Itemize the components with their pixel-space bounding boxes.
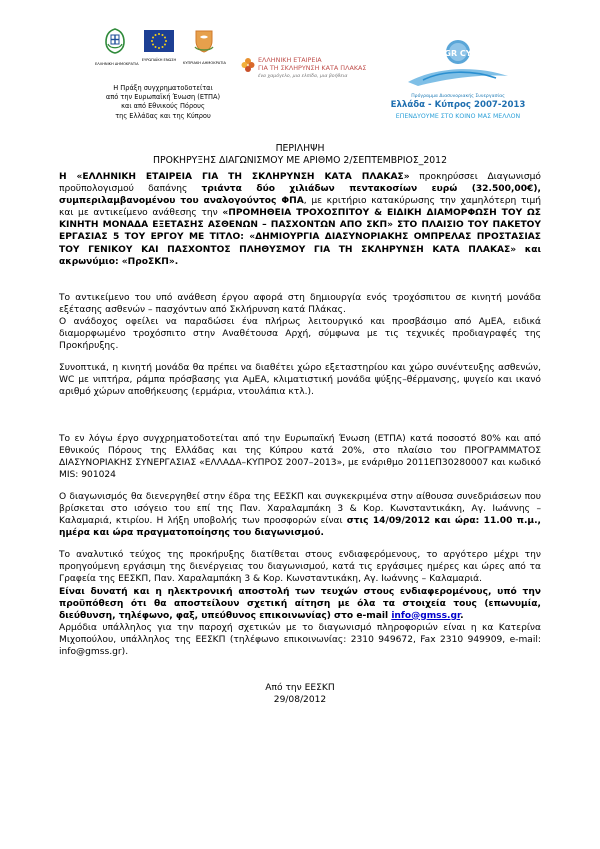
header-logos (0, 18, 600, 138)
title-line-1: ΠΕΡΙΛΗΨΗ (275, 143, 325, 154)
society-name (258, 56, 366, 72)
paragraph-intro (59, 171, 541, 268)
paragraph-object: Το αντικείμενο του υπό ανάθεση έργου αφορά στη δημιουργία ενός τροχόσπιτου σε κινητή μονάδα εξέτασης ασθενών – πασχόντων από Σκλήρυνση κατά Πλάκας. (59, 292, 541, 315)
greek-republic-emblem (95, 26, 139, 66)
greek-coat-of-arms-icon (102, 26, 128, 56)
contact-info: Αρμόδια υπάλληλος για την παροχή σχετικών με το διαγωνισμό πληροφοριών είναι η κα Κατερίνα Μιχοπούλου, υπάλληλος της ΕΕΣΚΠ (τηλέφωνο επικοινωνίας: 2310 949672, Fax 2310 949909, e-mail: info@gmss.gr). (59, 622, 541, 657)
funding-line: της Ελλάδας και της Κύπρου (115, 111, 211, 120)
funding-line: από την Ευρωπαϊκή Ένωση (ΕΤΠΑ) (105, 93, 221, 102)
text-run: Είναι δυνατή και η ηλεκτρονική αποστολή των τευχών στους ενδιαφερομένους, υπό την προϋπόθεση ότι θα αποστείλουν σχετική αίτηση με όλα τα στοιχεία τους (επωνυμία, διεύθυνση, τηλέφωνο, φαξ, υπεύθυνος επικοινωνίας) στο e-mail (59, 586, 541, 621)
emblem-group (95, 26, 225, 82)
electronic-delivery (59, 587, 541, 621)
programme-graphic-icon (388, 36, 528, 94)
programme-title: Ελλάδα - Κύπρος 2007-2013 (390, 100, 526, 110)
signature-block (0, 682, 600, 706)
funding-statement (88, 84, 238, 121)
paragraph-documents (59, 549, 541, 658)
cyprus-republic-emblem (183, 26, 225, 65)
paragraph-contractor: Ο ανάδοχος οφείλει να παραδώσει ένα πλήρως λειτουργικό και προσβάσιμο από ΑμΕΑ, ειδικά διαμορφωμένο τροχόσπιτο στην Αναθέτουσα Αρχή, σύμφωνα με τις τεχνικές προδιαγραφές της Προκήρυξης. (59, 316, 541, 352)
document-title (0, 143, 600, 166)
society-name-line: ΓΙΑ ΤΗ ΣΚΛΗΡΥΝΣΗ ΚΑΤΑ ΠΛΑΚΑΣ (258, 64, 367, 72)
text-run: προκηρύσσει Διαγωνισμό προϋπολογισμού δαπάνης (59, 172, 541, 195)
text-run: Το αναλυτικό τεύχος της προκήρυξης διατίθεται στους ενδιαφερόμενους, το αργότερο μέχρι την προηγούμενη εργάσιμη της διενέργειας του διαγωνισμού, κατά τις εργάσιμες ημέρες και ώρες από τα Γραφεία της ΕΕΣΚΠ, Παν. Χαραλαμπάκη 3 & Κορ. Κωνσταντικάκη, Αγ. Ιωάννης – Καλαμαριά. (59, 550, 541, 585)
society-tagline: ένα χαμόγελο, μια ελπίδα, μια βοήθεια (258, 74, 348, 79)
signature-date: 29/08/2012 (273, 695, 327, 706)
funding-line: Η Πράξη συγχρηματοδοτείται (113, 84, 213, 92)
budget-amount: τριάντα δύο χιλιάδων πεντακοσίων ευρώ (32.500,00€), συμπεριλαμβανομένου του αναλογούντος ΦΠΑ (59, 184, 541, 207)
paragraph-funding: Το εν λόγω έργο συγχρηματοδοτείται από την Ευρωπαϊκή Ένωση (ΕΤΠΑ) κατά ποσοστό 80% και από Εθνικούς Πόρους της Ελλάδας και της Κύπρου κατά 20%, στο πλαίσιο του ΠΡΟΓΡΑΜΜΑΤΟΣ ΔΙΑΣΥΝΟΡΙΑΚΗΣ ΣΥΝΕΡΓΑΣΙΑΣ «ΕΛΛΑΔΑ–ΚΥΠΡΟΣ 2007–2013», με ενάριθμο 2011ΕΠ30280007 και κωδικό MIS: 901024 (59, 433, 541, 480)
title-line-2: ΠΡΟΚΗΡΥΞΗΣ ΔΙΑΓΩΝΙΣΜΟΥ ΜΕ ΑΡΙΘΜΟ 2/ΣΕΠΤΕΜΒΡΙΟΣ_2012 (152, 154, 448, 166)
programme-subtitle: Πρόγραμμα Διασυνοριακής Συνεργασίας (411, 94, 505, 99)
text-run: . (460, 610, 464, 621)
deadline: στις 14/09/2012 και ώρα: 11.00 π.μ., ημέρα και ώρα πραγματοποίησης του διαγωνισμού. (59, 516, 541, 539)
eu-emblem (139, 26, 179, 62)
paragraph-summary: Συνοπτικά, η κινητή μονάδα θα πρέπει να διαθέτει χώρο εξεταστηρίου και χώρο συνέντευξης ασθενών, WC με νιπτήρα, ράμπα πρόσβασης για ΑμΕΑ, κλιματιστική μονάδα ψύξης–θέρμανσης, ψυγείο και ικανό αριθμό χώρων αποθήκευσης (ερμάρια, ντουλάπια κτλ.). (59, 363, 541, 398)
funding-line: και από Εθνικούς Πόρους (121, 102, 205, 111)
tender-subject: «ΠΡΟΜΗΘΕΙΑ ΤΡΟΧΟΣΠΙΤΟΥ & ΕΙΔΙΚΗ ΔΙΑΜΟΡΦΩΣΗ ΤΟΥ ΩΣ ΚΙΝΗΤΗ ΜΟΝΑΔΑ ΕΞΕΤΑΣΗΣ ΑΣΘΕΝΩΝ – ΠΑΣΧΟΝΤΩΝ ΑΠΟ ΣΚΠ» ΣΤΟ ΠΛΑΙΣΙΟ ΤΟΥ ΠΑΚΕΤΟΥ ΕΡΓΑΣΙΑΣ 5 ΤΟΥ ΕΡΓΟΥ ΜΕ ΤΙΤΛΟ: «ΔΗΜΙΟΥΡΓΙΑ ΔΙΑΣΥΝΟΡΙΑΚΗΣ ΟΜΠΡΕΛΑΣ ΠΡΟΣΤΑΣΙΑΣ ΤΟΥ ΓΕΝΙΚΟΥ ΚΑΙ ΠΑΣΧΟΝΤΟΣ ΠΛΗΘΥΣΜΟΥ ΓΙΑ ΤΗ ΣΚΛΗΡΥΝΣΗ ΚΑΤΑ ΠΛΑΚΑΣ» και ακρωνύμιο: «ΠροΣΚΠ». (59, 208, 541, 267)
emblem-caption: ΕΥΡΩΠΑΪΚΗ ΕΝΩΣΗ (141, 58, 177, 62)
emblem-caption: ΚΥΠΡΙΑΚΗ ΔΗΜΟΚΡΑΤΙΑ (183, 61, 226, 65)
text-run: Ο διαγωνισμός θα διενεργηθεί στην έδρα της ΕΕΣΚΠ και συγκεκριμένα στην αίθουσα συνεδριάσεων που βρίσκεται στο ισόγειο του επί της Παν. Χαραλαμπάκη 3 & Κορ. Κωνσταντικάκη, Αγ. Ιωάννης – Καλαμαριά, κτιρίου. Η λήξη υποβολής των προσφορών είναι (59, 491, 541, 527)
programme-slogan: ΕΠΕΝΔΥΟΥΜΕ ΣΤΟ ΚΟΙΝΟ ΜΑΣ ΜΕΛΛΟΝ (395, 113, 521, 120)
eu-flag-icon (144, 30, 174, 52)
programme-logo (388, 36, 528, 126)
society-flower-icon (240, 56, 256, 74)
text-run: , με κριτήριο κατακύρωσης την χαμηλότερη τιμή και με αντικείμενο ανάθεσης την (59, 196, 541, 219)
email-link[interactable]: info@gmss.gr (391, 610, 461, 621)
cyprus-coat-of-arms-icon (192, 27, 216, 55)
document-body (59, 171, 541, 658)
signature-from: Από την ΕΕΣΚΠ (265, 683, 335, 693)
emblem-caption: ΕΛΛΗΝΙΚΗ ΔΗΜΟΚΡΑΤΙΑ (95, 62, 139, 66)
organization-name: Η «ΕΛΛΗΝΙΚΗ ΕΤΑΙΡΕΙΑ ΓΙΑ ΤΗ ΣΚΛΗΡΥΝΣΗ ΚΑΤΑ ΠΛΑΚΑΣ» (59, 172, 410, 182)
programme-logo-text: GR CY (444, 49, 472, 58)
society-name-line: ΕΛΛΗΝΙΚΗ ΕΤΑΙΡΕΙΑ (258, 56, 322, 64)
paragraph-venue (59, 491, 541, 539)
